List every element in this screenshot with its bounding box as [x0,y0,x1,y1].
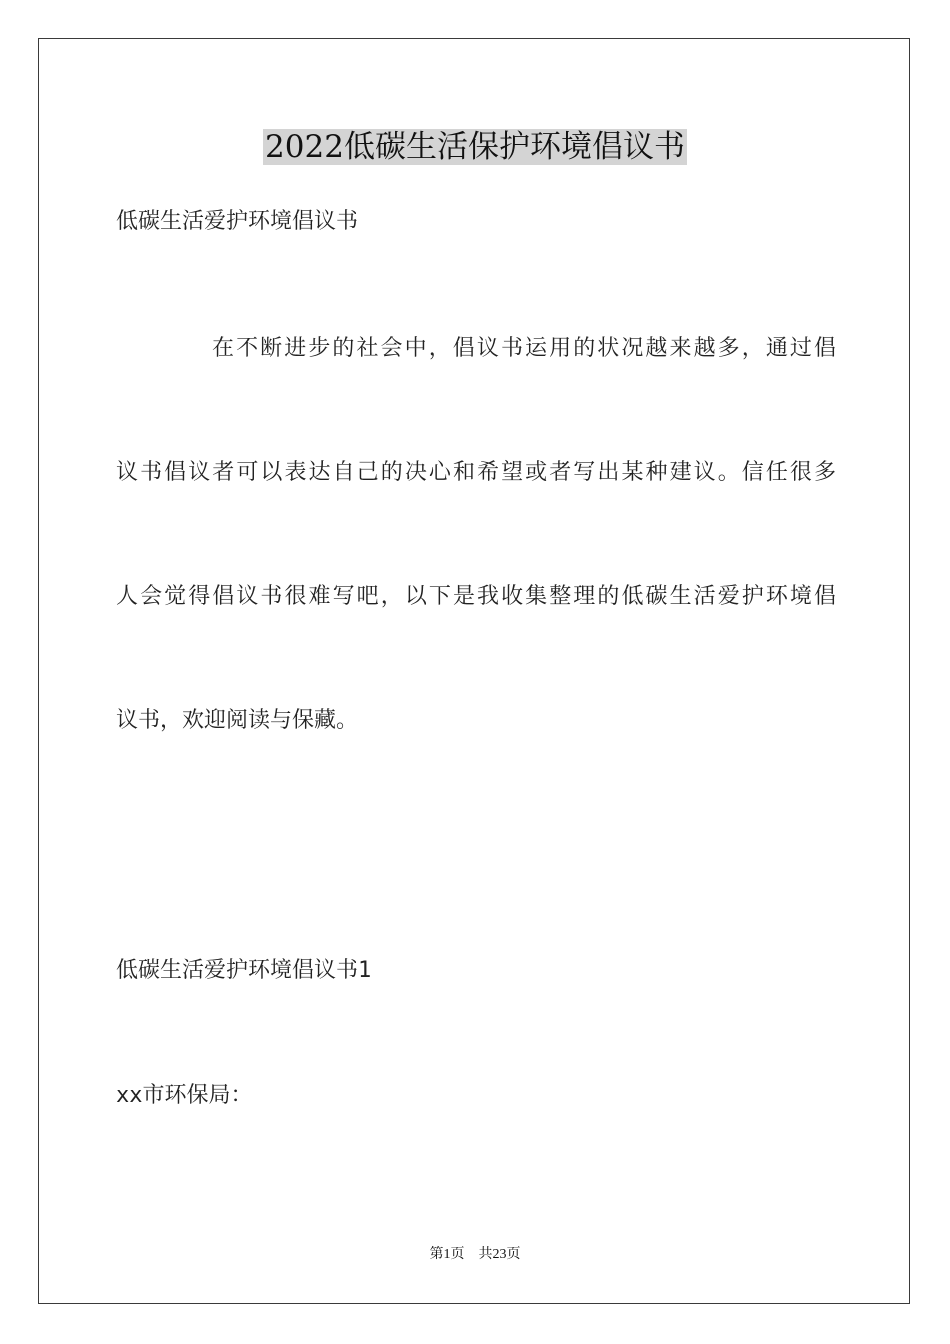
intro-line: 在不断进步的社会中，倡议书运用的状况越来越多，通过倡 [212,336,836,361]
page-total: 共23页 [478,1247,521,1262]
page-footer [0,1245,950,1265]
document-title [0,123,950,171]
document-title-text: 2022低碳生活保护环境倡议书 [265,129,685,165]
intro-line: 议书，欢迎阅读与保藏。 [116,708,359,733]
salutation: xx市环保局： [116,1083,253,1108]
intro-line: 议书倡议者可以表达自己的决心和希望或者写出某种建议。信任很多 [116,460,836,485]
page-number: 第1页 [429,1247,465,1262]
document-subtitle: 低碳生活爱护环境倡议书 [116,209,359,234]
intro-line: 人会觉得倡议书很难写吧，以下是我收集整理的低碳生活爱护环境倡 [116,584,836,609]
section-heading: 低碳生活爱护环境倡议书1 [116,958,372,983]
